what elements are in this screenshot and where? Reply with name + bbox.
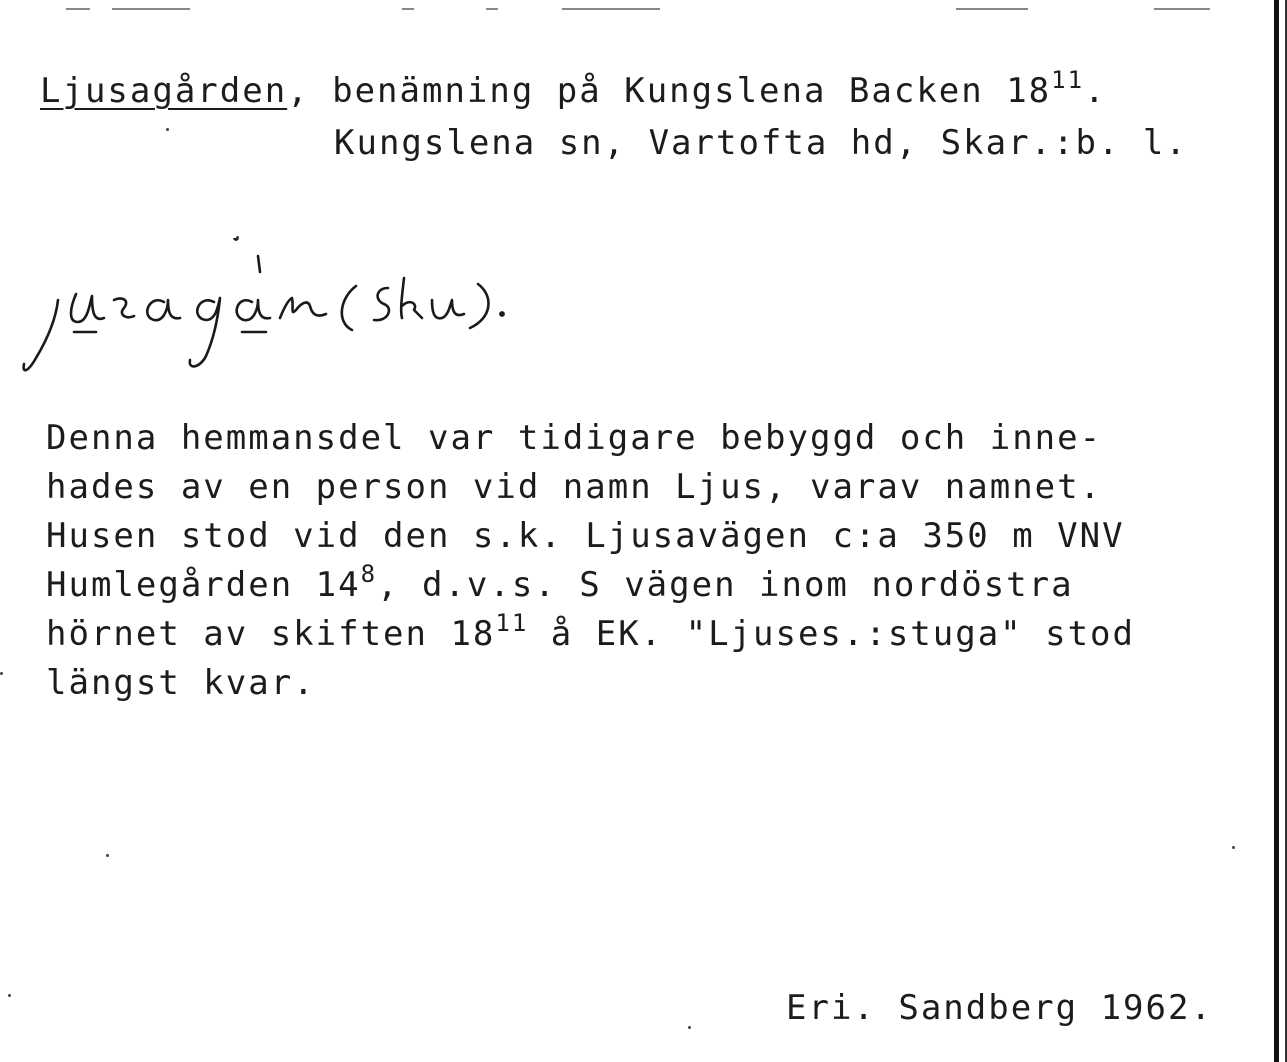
body-line: hades av en person vid namn Ljus, varav namnet.	[46, 467, 1103, 507]
body-line: Humlegården 14	[46, 565, 361, 605]
heading-ref-end: .	[1084, 71, 1107, 111]
scan-mark	[956, 8, 1028, 10]
body-line: Denna hemmansdel var tidigare bebyggd och inne-	[46, 418, 1103, 458]
scan-mark	[66, 8, 90, 10]
scan-speck	[688, 1026, 691, 1029]
heading-ref-sup: 11	[1051, 66, 1085, 94]
body-line: Husen stod vid den s.k. Ljusavägen c:a 350 m VNV	[46, 516, 1125, 556]
body-line: , d.v.s. S vägen inom nordöstra	[377, 565, 1074, 605]
body-paragraph	[46, 414, 1135, 708]
scan-speck	[8, 994, 11, 997]
body-line: hörnet av skiften 18	[46, 614, 496, 654]
heading-line-1	[40, 66, 1107, 116]
scan-speck	[106, 854, 109, 857]
heading-line-2: Kungslena sn, Vartofta hd, Skar.:b. l.	[334, 123, 1188, 163]
scan-speck	[1232, 846, 1235, 849]
scan-mark	[402, 8, 414, 10]
scan-mark	[112, 8, 190, 10]
body-line: å EK. "Ljuses.:stuga" stod	[528, 614, 1135, 654]
scan-mark	[486, 8, 498, 10]
body-line: längst kvar.	[46, 663, 316, 703]
handwritten-pronunciation	[18, 238, 678, 378]
card-edge	[1274, 0, 1279, 1062]
signature: Eri. Sandberg 1962.	[786, 988, 1213, 1028]
scan-speck	[0, 672, 3, 675]
scan-mark	[562, 8, 660, 10]
body-sup: 11	[495, 609, 529, 637]
scan-speck	[166, 128, 169, 131]
entry-name: Ljusagården	[40, 71, 288, 111]
heading-description: , benämning på Kungslena Backen 18	[287, 71, 1052, 111]
scan-mark	[1154, 8, 1210, 10]
scan-speck	[236, 236, 239, 239]
body-sup: 8	[360, 560, 378, 588]
